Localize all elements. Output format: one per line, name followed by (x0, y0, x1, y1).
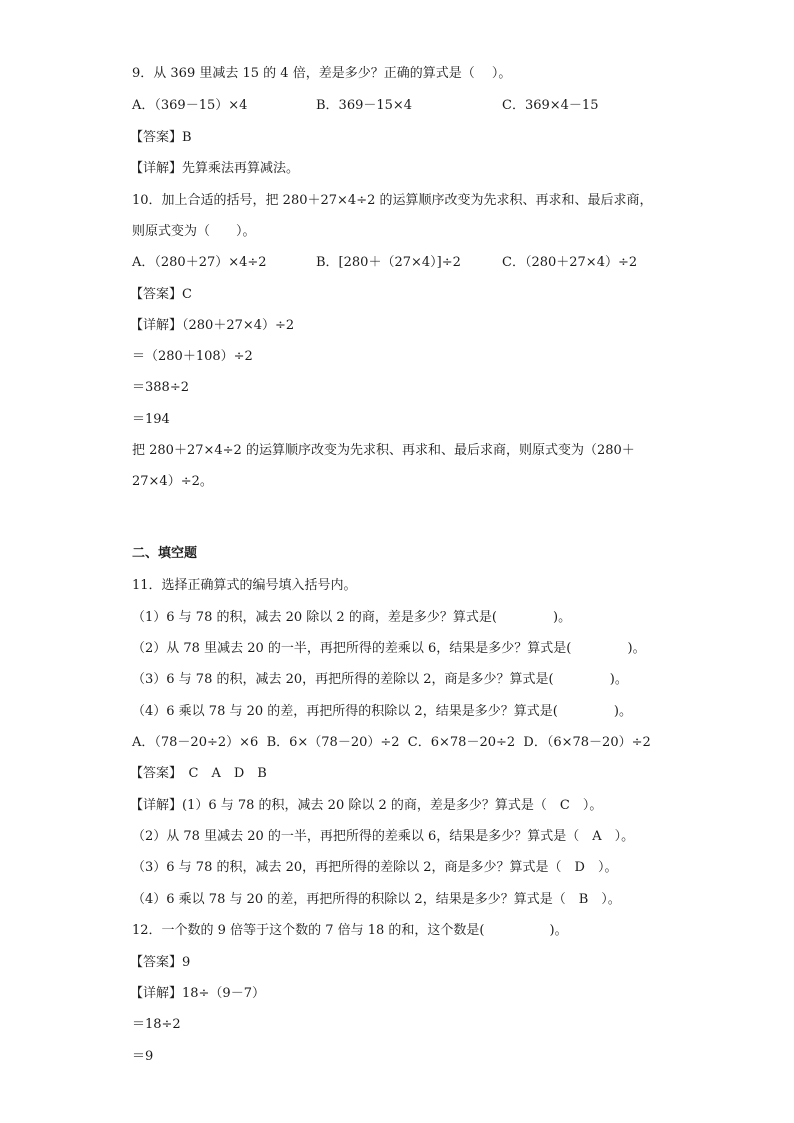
question-9-stem: 9．从 369 里减去 15 的 4 倍，差是多少？正确的算式是（ ）。 (132, 66, 512, 81)
question-12-answer: 【答案】9 (130, 955, 191, 970)
section-heading: 二、填空题 (132, 546, 198, 561)
question-12-detail-line: ＝18÷2 (132, 1017, 181, 1032)
question-11-answer: 【答案】 C A D B (130, 766, 267, 781)
question-9-option-a: A．（369－15）×4 (132, 98, 248, 113)
question-12-detail-line: 【详解】18÷（9－7） (130, 986, 265, 1001)
question-10-answer: 【答案】C (130, 287, 192, 302)
question-11-detail-line: （3）6 与 78 的积，减去 20，再把所得的差除以 2，商是多少？算式是（ D ）。 (132, 860, 618, 875)
question-11-detail-line: （4）6 乘以 78 与 20 的差，再把所得的积除以 2，结果是多少？算式是（ B ）。 (132, 892, 621, 907)
question-10-option-c: C．（280＋27×4）÷2 (502, 255, 638, 270)
question-10-detail-line: 27×4）÷2。 (132, 474, 213, 489)
question-11-detail-line: （2）从 78 里减去 20 的一半，再把所得的差乘以 6，结果是多少？算式是（ A ）。 (132, 829, 635, 844)
question-10-detail-line: 【详解】（280＋27×4）÷2 (130, 318, 295, 333)
question-11-sub-3: （3）6 与 78 的积，减去 20，再把所得的差除以 2，商是多少？算式是( )。 (132, 672, 628, 687)
question-9-answer: 【答案】B (130, 130, 192, 145)
question-11-detail-line: 【详解】(1）6 与 78 的积，减去 20 除以 2 的商，差是多少？算式是（ C ）。 (130, 798, 603, 813)
question-10-stem-line-2: 则原式变为（ ）。 (132, 224, 256, 239)
question-10-detail-line: ＝194 (132, 412, 170, 427)
question-9-detail: 【详解】先算乘法再算减法。 (130, 161, 300, 176)
question-9-option-b: B．369－15×4 (316, 98, 413, 113)
question-12-stem: 12．一个数的 9 倍等于这个数的 7 倍与 18 的和，这个数是( )。 (132, 923, 568, 938)
question-10-option-a: A．（280＋27）×4÷2 (132, 255, 267, 270)
question-10-detail-line: 把 280＋27×4÷2 的运算顺序改变为先求积、再求和、最后求商，则原式变为（280＋ (132, 443, 635, 458)
question-11-sub-2: （2）从 78 里减去 20 的一半，再把所得的差乘以 6，结果是多少？算式是( )。 (132, 641, 646, 656)
question-9-option-c: C．369×4－15 (502, 98, 599, 113)
question-10-detail-line: ＝388÷2 (132, 380, 189, 395)
question-10-detail-line: ＝（280＋108）÷2 (132, 349, 253, 364)
question-11-sub-1: （1）6 与 78 的积，减去 20 除以 2 的商，差是多少？算式是( )。 (132, 610, 572, 625)
question-11-options: A．（78－20÷2）×6 B．6×（78－20）÷2 C．6×78－20÷2 D．（6×78－20）÷2 (132, 735, 651, 750)
question-12-detail-line: ＝9 (132, 1049, 154, 1064)
question-10-option-b: B．[280＋（27×4）]÷2 (316, 255, 461, 270)
question-11-stem: 11．选择正确算式的编号填入括号内。 (132, 578, 357, 593)
question-11-sub-4: （4）6 乘以 78 与 20 的差，再把所得的积除以 2，结果是多少？算式是( )。 (132, 704, 632, 719)
question-10-stem-line-1: 10．加上合适的括号，把 280＋27×4÷2 的运算顺序改变为先求积、再求和、最后求商， (132, 193, 653, 208)
